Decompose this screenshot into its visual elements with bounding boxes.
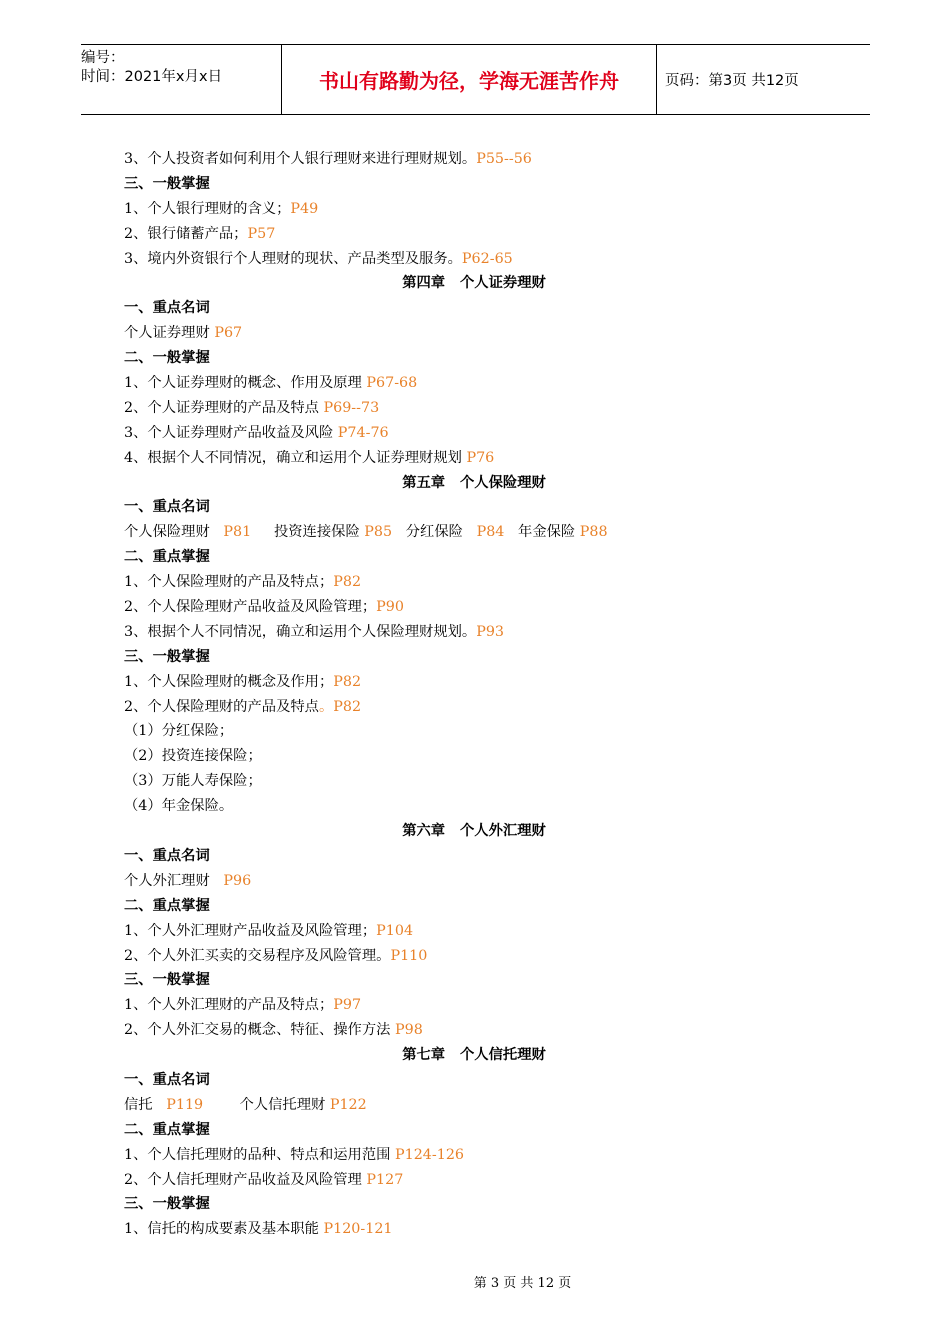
list-item	[124, 919, 824, 944]
list-item	[124, 794, 824, 819]
section-heading	[124, 495, 824, 520]
page-reference: P67	[214, 325, 243, 342]
doc-time-label: 时间：2021年x月x日	[81, 69, 223, 85]
list-item	[124, 1168, 824, 1193]
header-motto: 书山有路勤为径，学海无涯苦作舟	[281, 45, 657, 114]
line-text: 二、重点掌握	[124, 1121, 210, 1138]
list-item	[124, 744, 824, 769]
line-text: 3、根据个人不同情况，确立和运用个人保险理财规划。	[124, 623, 477, 640]
page-reference: P127	[366, 1171, 404, 1188]
line-text: 个人证券理财	[124, 325, 215, 342]
page-reference: P57	[247, 225, 276, 242]
page-reference: P67-68	[366, 375, 418, 392]
page-reference: P82	[333, 673, 362, 690]
chapter-heading	[124, 819, 824, 844]
line-text: 一、重点名词	[124, 1071, 210, 1088]
section-heading	[124, 894, 824, 919]
line-text: 一、重点名词	[124, 300, 210, 317]
section-heading	[124, 1068, 824, 1093]
line-text: 信托	[124, 1096, 167, 1113]
header-meta	[81, 45, 281, 118]
page-reference: P119	[166, 1096, 204, 1113]
list-item	[124, 993, 824, 1018]
line-text: 三、一般掌握	[124, 175, 210, 192]
list-item	[124, 520, 824, 545]
doc-number-label: 编号：	[81, 50, 125, 66]
line-text: 第七章 个人信托理财	[402, 1047, 546, 1064]
line-text: 第六章 个人外汇理财	[402, 823, 546, 840]
line-text: 分红保险	[392, 524, 477, 541]
list-item	[124, 1093, 824, 1118]
list-item	[124, 695, 824, 720]
line-text: 2、个人外汇交易的概念、特征、操作方法	[124, 1022, 395, 1039]
document-body	[124, 147, 824, 1242]
line-text: （4）年金保险。	[124, 798, 234, 815]
line-text: 1、信托的构成要素及基本职能	[124, 1221, 324, 1238]
line-text: 3、境内外资银行个人理财的现状、产品类型及服务。	[124, 250, 462, 267]
line-text: 一、重点名词	[124, 847, 210, 864]
list-item	[124, 1217, 824, 1242]
page-reference: P93	[476, 623, 505, 640]
line-text: 2、个人信托理财产品收益及风险管理	[124, 1171, 367, 1188]
page-footer: 第 3 页 共 12 页	[473, 1276, 572, 1291]
line-text: 1、个人证券理财的概念、作用及原理	[124, 375, 367, 392]
line-text: 1、个人保险理财的产品及特点；	[124, 574, 334, 591]
line-text: 1、个人银行理财的含义；	[124, 200, 291, 217]
line-text: 2、个人证券理财的产品及特点	[124, 399, 324, 416]
page-reference: P62-65	[461, 250, 513, 267]
line-text: 第四章 个人证券理财	[402, 275, 546, 292]
page-reference: P85	[364, 524, 393, 541]
list-item	[124, 670, 824, 695]
section-heading	[124, 844, 824, 869]
page-reference: P82	[333, 574, 362, 591]
chapter-heading	[124, 1043, 824, 1068]
list-item	[124, 1018, 824, 1043]
line-text: 二、重点掌握	[124, 897, 210, 914]
line-text: 4、根据个人不同情况，确立和运用个人证券理财规划	[124, 449, 467, 466]
list-item	[124, 944, 824, 969]
line-text: 个人信托理财	[203, 1096, 330, 1113]
line-text: 1、个人信托理财的品种、特点和运用范围	[124, 1146, 395, 1163]
page-reference: P97	[333, 997, 362, 1014]
line-text: 投资连接保险	[251, 524, 365, 541]
section-heading	[124, 1118, 824, 1143]
line-text: 1、个人外汇理财的产品及特点；	[124, 997, 334, 1014]
list-item	[124, 371, 824, 396]
section-heading	[124, 968, 824, 993]
list-item	[124, 869, 824, 894]
line-text: 一、重点名词	[124, 499, 210, 516]
list-item	[124, 396, 824, 421]
list-item	[124, 222, 824, 247]
list-item	[124, 595, 824, 620]
line-text: 1、个人外汇理财产品收益及风险管理；	[124, 922, 377, 939]
line-text: 第五章 个人保险理财	[402, 474, 546, 491]
line-text: 2、个人外汇买卖的交易程序及风险管理。	[124, 947, 391, 964]
page-reference: P124-126	[394, 1146, 465, 1163]
line-text: 2、银行储蓄产品；	[124, 225, 248, 242]
page-reference: P74-76	[337, 424, 389, 441]
line-text: 3、个人证券理财产品收益及风险	[124, 424, 338, 441]
page-reference: P96	[223, 872, 252, 889]
section-heading	[124, 296, 824, 321]
line-text: （2）投资连接保险；	[124, 748, 262, 765]
section-heading	[124, 172, 824, 197]
line-text: 1、个人保险理财的概念及作用；	[124, 673, 334, 690]
page-reference: P49	[290, 200, 319, 217]
page-reference: P76	[466, 449, 495, 466]
list-item	[124, 147, 824, 172]
page-reference: P84	[476, 524, 505, 541]
page-reference: P104	[376, 922, 414, 939]
line-text: 3、个人投资者如何利用个人银行理财来进行理财规划。	[124, 151, 477, 167]
page-reference: P122	[329, 1096, 367, 1113]
line-text: 三、一般掌握	[124, 972, 210, 989]
list-item	[124, 1143, 824, 1168]
list-item	[124, 620, 824, 645]
list-item	[124, 769, 824, 794]
page-reference: P120-121	[323, 1221, 393, 1238]
line-text: 年金保险	[504, 524, 580, 541]
line-text: 三、一般掌握	[124, 648, 210, 665]
page-reference: 。P82	[318, 698, 362, 715]
line-text: 2、个人保险理财的产品及特点	[124, 698, 319, 715]
list-item	[124, 446, 824, 471]
page-reference: P110	[390, 947, 428, 964]
header-page-info: 页码：第3页 共12页	[665, 73, 799, 89]
line-text: 二、重点掌握	[124, 549, 210, 566]
line-text: 二、一般掌握	[124, 350, 210, 367]
chapter-heading	[124, 271, 824, 296]
page-reference: P88	[579, 524, 608, 541]
line-text: 三、一般掌握	[124, 1196, 210, 1213]
section-heading	[124, 545, 824, 570]
section-heading	[124, 645, 824, 670]
chapter-heading	[124, 471, 824, 496]
page-reference: P69--73	[323, 399, 380, 416]
list-item	[124, 719, 824, 744]
line-text: 个人保险理财	[124, 524, 224, 541]
line-text: （3）万能人寿保险；	[124, 773, 262, 790]
line-text: 个人外汇理财	[124, 872, 224, 889]
page-header	[81, 44, 870, 115]
list-item	[124, 321, 824, 346]
list-item	[124, 247, 824, 272]
list-item	[124, 197, 824, 222]
list-item	[124, 421, 824, 446]
page-reference: P55--56	[476, 151, 532, 167]
section-heading	[124, 1192, 824, 1217]
list-item	[124, 570, 824, 595]
page-reference: P90	[376, 599, 404, 616]
page-reference: P81	[223, 524, 252, 541]
page-reference: P98	[394, 1022, 423, 1039]
line-text: （1）分红保险；	[124, 723, 234, 740]
section-heading	[124, 346, 824, 371]
line-text: 2、个人保险理财产品收益及风险管理；	[124, 599, 377, 616]
